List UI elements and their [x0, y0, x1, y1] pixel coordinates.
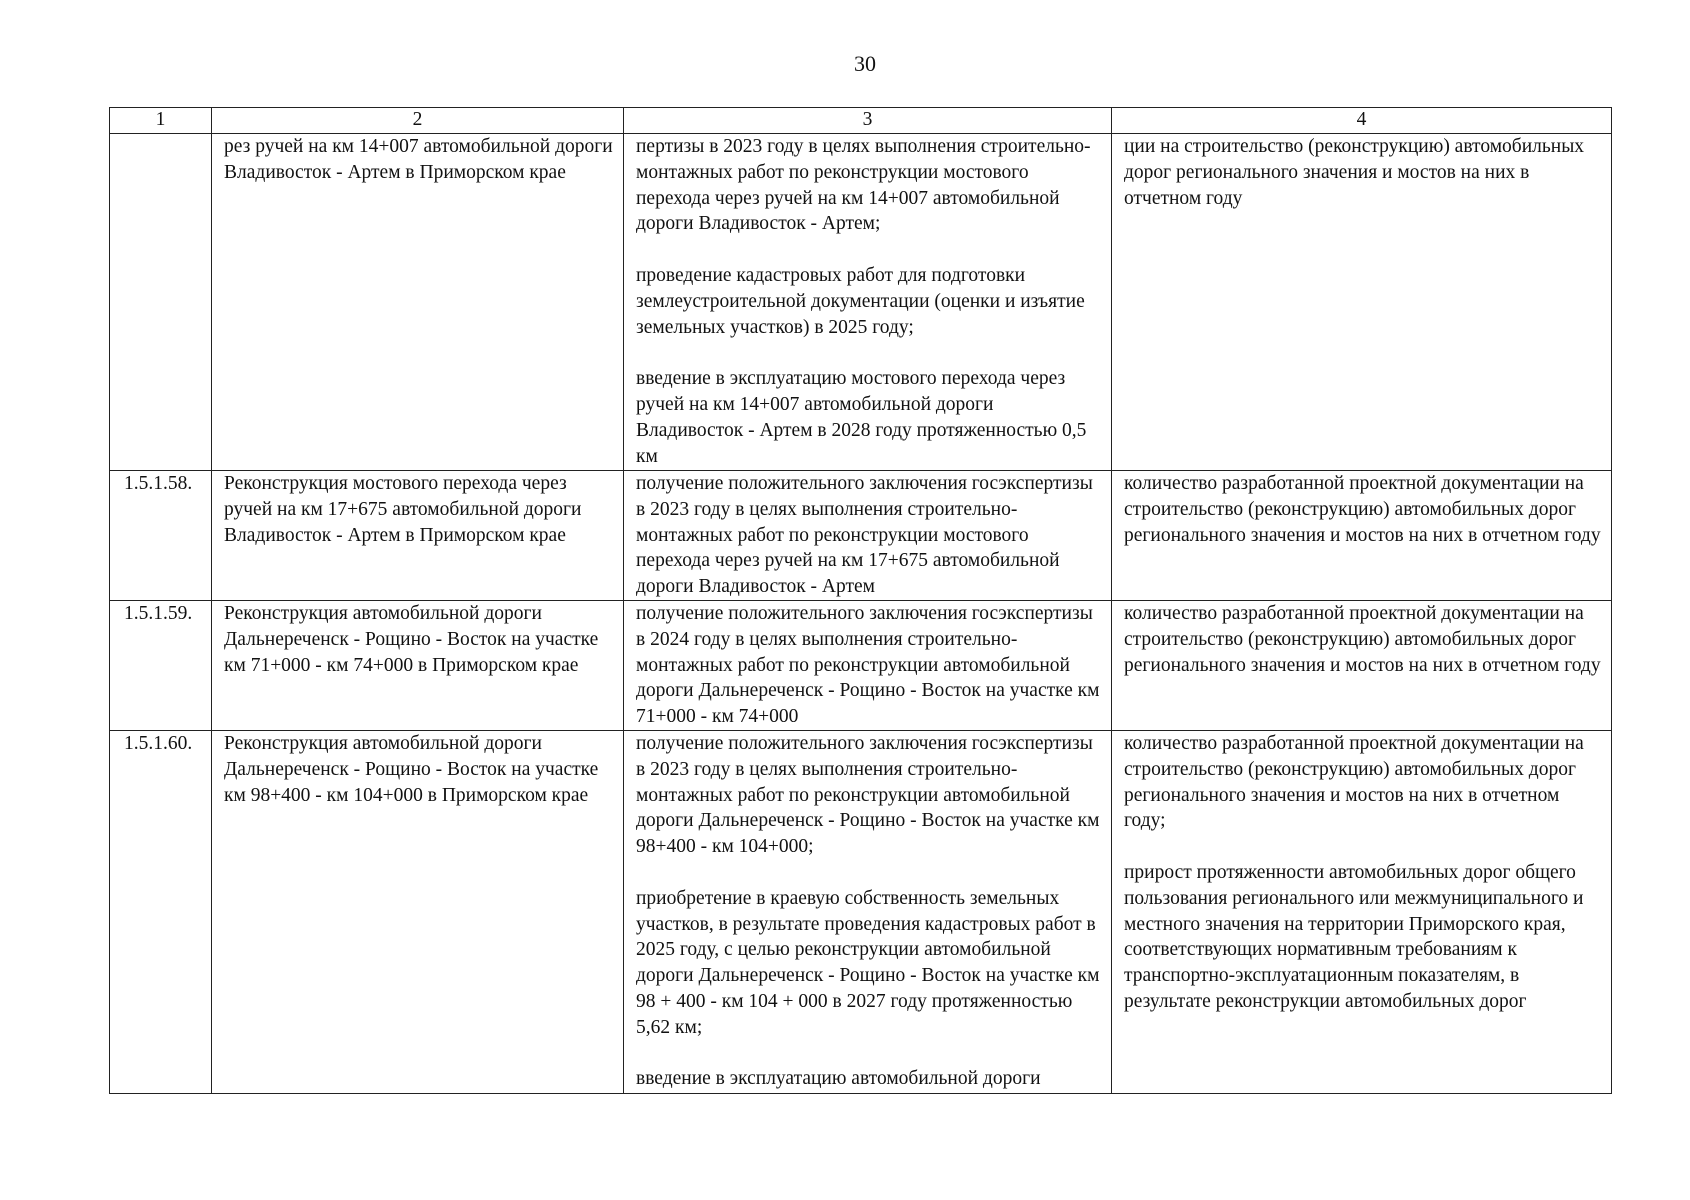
expected-results: [624, 134, 1112, 471]
indicator-paragraph: количество разработанной проектной документации на строительство (реконструкцию) автомобильных дорог регионального значения и мостов на них в отчетном году;: [1124, 732, 1584, 832]
expected-results: [624, 730, 1112, 1093]
expected-results: [624, 471, 1112, 601]
result-paragraph: пертизы в 2023 году в целях выполнения строительно-монтажных работ по реконструкции мостового перехода через ручей на км 14+007 автомобильной дороги Владивосток - Артем;: [636, 136, 1091, 235]
indicator-paragraph: прирост протяженности автомобильных дорог общего пользования регионального или межмуниципального и местного значения на территории Приморского края, соответствующих нормативным требованиям к транспортно-эксплуатационным показателям, в результате реконструкции автомобильных дорог: [1124, 861, 1584, 1012]
indicators: [1112, 471, 1612, 601]
measure-name-text: Реконструкция мостового перехода через ручей на км 17+675 автомобильной дороги Владивосток - Артем в Приморском крае: [224, 473, 582, 546]
table-row: [110, 600, 1612, 730]
measure-name-text: Реконструкция автомобильной дороги Дальнереченск - Рощино - Восток на участке км 71+000 - км 74+000 в Приморском крае: [224, 602, 599, 676]
result-paragraph: введение в эксплуатацию автомобильной дороги: [636, 1068, 1041, 1090]
result-paragraph: получение положительного заключения госэкспертизы в 2023 году в целях выполнения строительно-монтажных работ по реконструкции мостового перехода через ручей на км 17+675 автомобильной дороги Владивосток - Артем: [636, 473, 1093, 598]
table-row: [110, 471, 1612, 601]
column-header-4: 4: [1112, 108, 1612, 134]
result-paragraph: получение положительного заключения госэкспертизы в 2024 году в целях выполнения строительно-монтажных работ по реконструкции автомобильной дороги Дальнереченск - Рощино - Восток на участке км 71+000 - км 74+000: [636, 602, 1100, 728]
result-paragraph: введение в эксплуатацию мостового перехода через ручей на км 14+007 автомобильной дороги Владивосток - Артем в 2028 году протяженностью 0,5 км: [636, 368, 1087, 467]
result-paragraph: приобретение в краевую собственность земельных участков, в результате проведения кадастровых работ в 2025 году, с целью реконструкции автомобильной дороги Дальнереченск - Рощино - Восток на участке км 98 + 400 - км 104 + 000 в 2027 году протяженностью 5,62 км;: [636, 887, 1100, 1038]
indicators: [1112, 600, 1612, 730]
measure-name: [212, 600, 624, 730]
row-number: 1.5.1.58.: [110, 471, 212, 601]
row-number: [110, 134, 212, 471]
indicators: [1112, 730, 1612, 1093]
measure-name-text: Реконструкция автомобильной дороги Дальнереченск - Рощино - Восток на участке км 98+400 - км 104+000 в Приморском крае: [224, 732, 599, 806]
column-header-1: 1: [110, 108, 212, 134]
expected-results: [624, 600, 1112, 730]
table-header-row: [110, 108, 1612, 134]
table-row: [110, 134, 1612, 471]
indicator-paragraph: количество разработанной проектной документации на строительство (реконструкцию) автомобильных дорог регионального значения и мостов на них в отчетном году: [1124, 602, 1601, 676]
row-number: 1.5.1.59.: [110, 600, 212, 730]
column-header-3: 3: [624, 108, 1112, 134]
document-table: [109, 107, 1612, 1094]
row-number: 1.5.1.60.: [110, 730, 212, 1093]
indicator-paragraph: количество разработанной проектной документации на строительство (реконструкцию) автомобильных дорог регионального значения и мостов на них в отчетном году: [1124, 473, 1601, 546]
page-number: 30: [854, 51, 876, 76]
indicators: [1112, 134, 1612, 471]
result-paragraph: проведение кадастровых работ для подготовки землеустроительной документации (оценки и изъятие земельных участков) в 2025 году;: [636, 264, 1085, 338]
column-header-2: 2: [212, 108, 624, 134]
measure-name: [212, 471, 624, 601]
measure-name-text: рез ручей на км 14+007 автомобильной дороги Владивосток - Артем в Приморском крае: [224, 136, 613, 183]
indicator-paragraph: ции на строительство (реконструкцию) автомобильных дорог регионального значения и мостов на них в отчетном году: [1124, 136, 1585, 209]
measure-name: [212, 730, 624, 1093]
measure-name: [212, 134, 624, 471]
result-paragraph: получение положительного заключения госэкспертизы в 2023 году в целях выполнения строительно-монтажных работ по реконструкции автомобильной дороги Дальнереченск - Рощино - Восток на участке км 98+400 - км 104+000;: [636, 732, 1100, 858]
table-row: [110, 730, 1612, 1093]
